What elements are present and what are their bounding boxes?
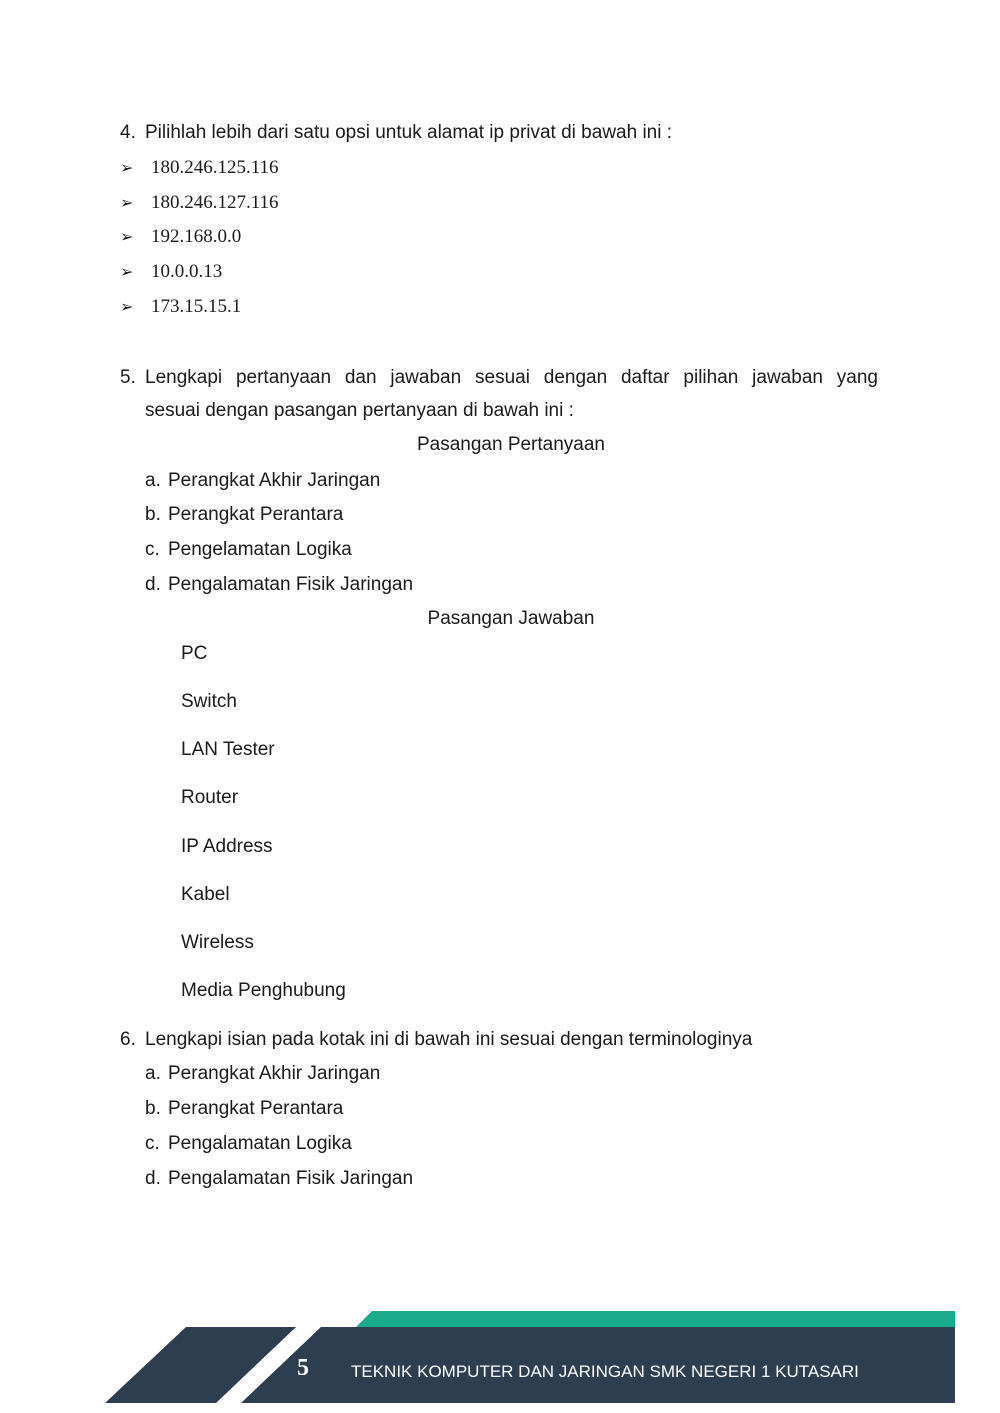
answer-option-lan-tester[interactable]: LAN Tester <box>181 739 275 760</box>
q5-question-a-letter: a. <box>145 470 161 491</box>
footer-accent-stripe <box>356 1311 955 1327</box>
q6-item-c: Pengalamatan Logika <box>168 1133 352 1154</box>
arrowhead-bullet-icon: ➢ <box>120 264 134 281</box>
q5-question-d: Pengalamatan Fisik Jaringan <box>168 574 414 595</box>
list-item <box>120 296 133 318</box>
arrowhead-bullet-icon: ➢ <box>120 229 134 246</box>
q4-option-5: 173.15.15.1 <box>151 296 242 317</box>
q5-question-c-letter: c. <box>145 539 160 560</box>
arrowhead-bullet-icon: ➢ <box>120 299 134 316</box>
q4-number: 4. <box>120 122 136 143</box>
answer-option-switch[interactable]: Switch <box>181 691 237 712</box>
q6-item-b-letter: b. <box>145 1098 161 1119</box>
q6-number: 6. <box>120 1029 136 1050</box>
q4-option-3: 192.168.0.0 <box>151 226 242 247</box>
questions-heading: Pasangan Pertanyaan <box>416 434 606 455</box>
list-item <box>120 157 133 179</box>
q6-item-a: Perangkat Akhir Jaringan <box>168 1063 381 1084</box>
q5-question-d-letter: d. <box>145 574 161 595</box>
q5-text-line2: sesuai dengan pasangan pertanyaan di bawah ini : <box>145 400 574 421</box>
q6-item-d-letter: d. <box>145 1168 161 1189</box>
footer-title: TEKNIK KOMPUTER DAN JARINGAN SMK NEGERI 1 KUTASARI <box>351 1362 859 1381</box>
q5-text-line1: Lengkapi pertanyaan dan jawaban sesuai dengan daftar pilihan jawaban yang <box>145 367 878 388</box>
arrowhead-bullet-icon: ➢ <box>120 195 134 212</box>
answers-heading: Pasangan Jawaban <box>427 608 595 629</box>
footer-banner <box>0 1300 1000 1413</box>
answer-option-kabel[interactable]: Kabel <box>181 884 230 905</box>
q4-option-2: 180.246.127.116 <box>151 192 279 213</box>
q6-item-a-letter: a. <box>145 1063 161 1084</box>
list-item <box>120 226 133 248</box>
q6-item-c-letter: c. <box>145 1133 160 1154</box>
q5-question-b: Perangkat Perantara <box>168 504 344 525</box>
list-item <box>120 192 133 214</box>
list-item <box>120 261 133 283</box>
answer-option-media-penghubung[interactable]: Media Penghubung <box>181 980 346 1001</box>
answer-option-ip-address[interactable]: IP Address <box>181 836 273 857</box>
q4-option-1: 180.246.125.116 <box>151 157 279 178</box>
answer-option-pc[interactable]: PC <box>181 643 208 664</box>
q6-item-b: Perangkat Perantara <box>168 1098 344 1119</box>
q6-item-d: Pengalamatan Fisik Jaringan <box>168 1168 414 1189</box>
footer-page-number: 5 <box>297 1355 309 1381</box>
q5-question-a: Perangkat Akhir Jaringan <box>168 470 381 491</box>
q5-question-c: Pengelamatan Logika <box>168 539 352 560</box>
q5-number: 5. <box>120 367 136 388</box>
q4-option-4: 10.0.0.13 <box>151 261 223 282</box>
answer-option-router[interactable]: Router <box>181 787 239 808</box>
q4-text: Pilihlah lebih dari satu opsi untuk alamat ip privat di bawah ini : <box>145 122 673 143</box>
q5-question-b-letter: b. <box>145 504 161 525</box>
arrowhead-bullet-icon: ➢ <box>120 160 134 177</box>
q6-text: Lengkapi isian pada kotak ini di bawah ini sesuai dengan terminologinya <box>145 1029 753 1050</box>
answer-option-wireless[interactable]: Wireless <box>181 932 254 953</box>
